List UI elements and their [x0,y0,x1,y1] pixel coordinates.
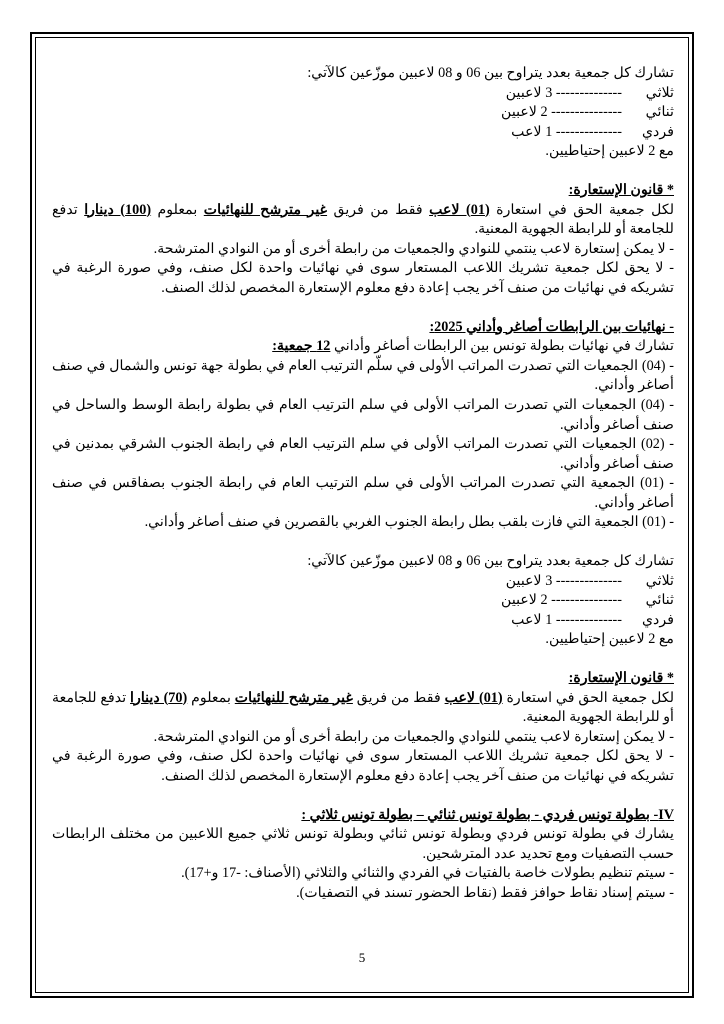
loan-rules-heading: * قانون الإستعارة: [568,670,674,687]
finals-intro: تشارك في نهائيات بطولة تونس بين الرابطات أصاغر وأداني 12 جمعية: [272,338,674,355]
finals-item: - (02) الجمعيات التي تصدرت المراتب الأولى في سلم الترتيب العام في رابطة الجنوب الشرقي بمدنين في صنف أصاغر وأداني. [52,436,674,472]
loan-rules-paragraph: لكل جمعية الحق في استعارة (01) لاعب فقط من فريق غير مترشح للنهائيات بمعلوم (100) دينارا تدفع للجامعة أو للرابطة الجهوية المعنية. [52,201,675,238]
finals-item: - (01) الجمعية التي تصدرت المراتب الأولى في سلم الترتيب العام في رابطة الجنوب بصفاقس في صنف أصاغر وأداني. [52,475,674,511]
document-body [52,64,674,904]
list-item: ثلاثي-------------- 3 لاعبين [505,572,674,589]
section-iv-item: - سيتم تنظيم بطولات خاصة بالفتيات في الفردي والثنائي والثلاثي (الأصناف: -17 و+17). [181,865,674,882]
loan-rules-item: - لا يحق لكل جمعية تشريك اللاعب المستعار سوى في نهائيات واحدة لكل صنف، وفي صورة الرغبة في تشريكه في نهائيات من صنف آخر يجب إعادة دفع معلوم الإستعارة المخصص لذلك الصنف. [52,748,674,784]
finals-item: - (04) الجمعيات التي تصدرت المراتب الأولى في سلّم الترتيب العام في بطولة جهة تونس والشمال في صنف أصاغر وأداني. [52,357,675,394]
reserves-note: مع 2 لاعبين إحتياطيين. [545,631,674,648]
reserves-note: مع 2 لاعبين إحتياطيين. [545,143,674,160]
list-item: فردي-------------- 1 لاعب [511,123,674,140]
loan-rules-heading: * قانون الإستعارة: [568,181,674,198]
list-item: ثنائي--------------- 2 لاعبين [501,592,674,609]
finals-item: - (01) الجمعية التي فازت بلقب بطل رابطة الجنوب الغربي بالقصرين في صنف أصاغر وأداني. [144,514,674,531]
section-iv-paragraph: يشارك في بطولة تونس فردي وبطولة تونس ثنائي وبطولة تونس ثلاثي جميع اللاعبين من مختلف الرابطات حسب التصفيات ومع تحديد عدد المترشحين. [52,826,674,862]
loan-rules-item: - لا يمكن إستعارة لاعب ينتمي للنوادي والجمعيات من رابطة أخرى أو من النوادي المترشحة. [153,240,674,257]
finals-item: - (04) الجمعيات التي تصدرت المراتب الأولى في سلم الترتيب العام في بطولة رابطة الوسط والساحل في صنف أصاغر وأداني. [52,396,674,433]
list-item: ثلاثي-------------- 3 لاعبين [505,84,674,101]
participation-list [52,572,674,631]
loan-rules-item: - لا يمكن إستعارة لاعب ينتمي للنوادي والجمعيات من رابطة أخرى أو من النوادي المترشحة. [153,728,674,745]
list-item: فردي-------------- 1 لاعب [511,611,674,628]
list-item: ثنائي--------------- 2 لاعبين [501,104,674,121]
section-iv-item: - سيتم إسناد نقاط حوافز فقط (نقاط الحضور تسند في التصفيات). [296,884,674,901]
section-iv-heading: IV- بطولة تونس فردي - بطولة تونس ثنائي – بطولة تونس ثلاثي : [301,806,674,823]
loan-rules-paragraph: لكل جمعية الحق في استعارة (01) لاعب فقط من فريق غير مترشح للنهائيات بمعلوم (70) دينارا تدفع للجامعة أو للرابطة الجهوية المعنية. [52,689,675,726]
participation-intro: تشارك كل جمعية بعدد يتراوح بين 06 و 08 لاعبين موزّعين كالآتي: [307,65,674,81]
loan-rules-item: - لا يحق لكل جمعية تشريك اللاعب المستعار سوى في نهائيات واحدة لكل صنف، وفي صورة الرغبة في تشريكه في نهائيات من صنف آخر يجب إعادة دفع معلوم الإستعارة المخصص لذلك الصنف. [52,260,674,296]
participation-list [52,84,674,143]
finals-heading: - نهائيات بين الرابطات أصاغر وأداني 2025: [429,318,674,335]
participation-intro: تشارك كل جمعية بعدد يتراوح بين 06 و 08 لاعبين موزّعين كالآتي: [307,553,674,570]
page-number: 5 [358,950,366,965]
